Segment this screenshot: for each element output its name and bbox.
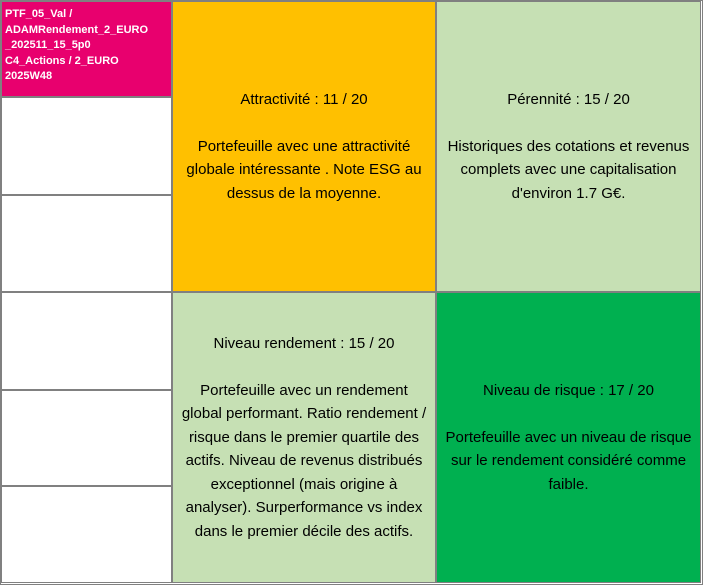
empty-cell[interactable] <box>1 195 172 292</box>
perennite-description: Historiques des cotations et revenus complets avec une capitalisation d'environ 1.7 G€. <box>447 137 690 202</box>
empty-cell[interactable] <box>1 486 172 583</box>
attractivite-description: Portefeuille avec une attractivité globale intéressante . Note ESG au dessus de la moyenne. <box>186 137 422 202</box>
empty-cell[interactable] <box>1 390 172 486</box>
risque-title: Niveau de risque : 17 / 20 <box>483 382 654 399</box>
attractivite-title: Attractivité : 11 / 20 <box>240 91 368 108</box>
rendement-description: Portefeuille avec un rendement global performant. Ratio rendement / risque dans le premier quartile des actifs. Niveau de revenus distribués exceptionnel (mais origine à analyser). Surperformance vs index dans le premier décile des actifs. <box>181 381 427 540</box>
rendement-cell[interactable] <box>172 292 436 583</box>
empty-cell[interactable] <box>1 292 172 390</box>
perennite-title: Pérennité : 15 / 20 <box>507 91 630 108</box>
risque-cell[interactable] <box>436 292 701 583</box>
perennite-cell[interactable] <box>436 1 701 292</box>
portfolio-title-cell[interactable]: PTF_05_Val / ADAMRendement_2_EURO _202511_15_5p0 C4_Actions / 2_EURO 2025W48 <box>1 1 172 97</box>
risque-description: Portefeuille avec un niveau de risque sur le rendement considéré comme faible. <box>445 428 692 493</box>
empty-cell[interactable] <box>1 97 172 195</box>
rendement-title: Niveau rendement : 15 / 20 <box>213 335 395 352</box>
attractivite-cell[interactable] <box>172 1 436 292</box>
